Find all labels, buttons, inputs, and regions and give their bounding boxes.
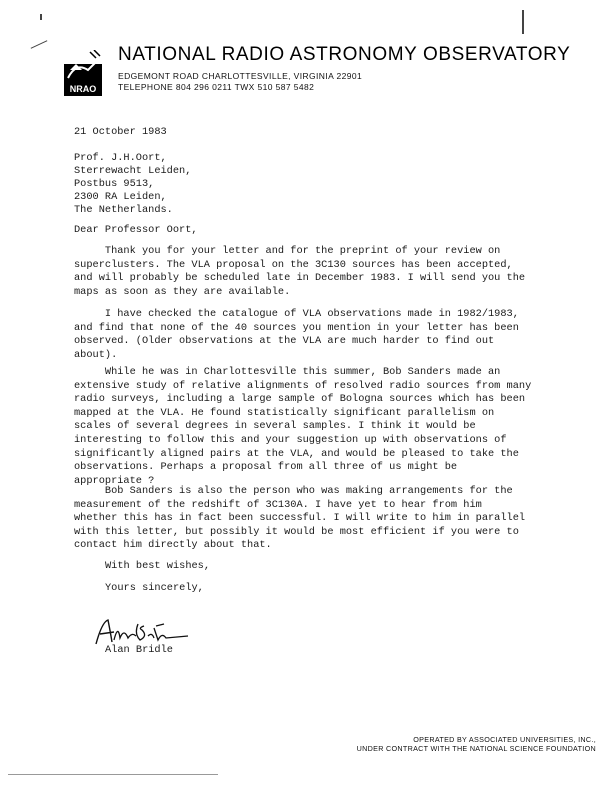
body-line: contact him directly about that. bbox=[74, 539, 272, 552]
closing: Yours sincerely, bbox=[105, 582, 204, 594]
paragraph-3 bbox=[74, 366, 534, 488]
closing-wishes: With best wishes, bbox=[105, 560, 211, 572]
recipient-line: Prof. J.H.Oort, bbox=[74, 152, 167, 164]
paragraph-4 bbox=[74, 485, 534, 553]
letterhead-phone: TELEPHONE 804 296 0211 TWX 510 587 5482 bbox=[118, 82, 315, 92]
scan-noise bbox=[8, 774, 218, 775]
body-line: extensive study of relative alignments of resolved radio sources from many bbox=[74, 379, 532, 392]
body-line: appropriate ? bbox=[74, 474, 155, 487]
body-line: with this letter, but possibly it would be most efficient if you were to bbox=[74, 525, 519, 538]
body-line: measurement of the redshift of 3C130A. I have yet to hear from him bbox=[74, 498, 482, 511]
body-line: and will probably be scheduled late in December 1983. I will send you the bbox=[74, 272, 526, 285]
scan-mark bbox=[522, 10, 524, 34]
body-line: observed. (Older observations at the VLA are much harder to find out bbox=[74, 335, 495, 348]
letterhead-address: EDGEMONT ROAD CHARLOTTESVILLE, VIRGINIA 22901 bbox=[118, 71, 363, 81]
footer-operated-by: OPERATED BY ASSOCIATED UNIVERSITIES, INC., bbox=[413, 735, 596, 744]
footer-contract: UNDER CONTRACT WITH THE NATIONAL SCIENCE FOUNDATION bbox=[356, 744, 596, 753]
letter-date: 21 October 1983 bbox=[74, 126, 167, 138]
body-line: I have checked the catalogue of VLA observations made in 1982/1983, bbox=[74, 308, 519, 320]
body-line: maps as soon as they are available. bbox=[74, 285, 291, 298]
logo-text: NRAO bbox=[69, 84, 97, 94]
recipient-address bbox=[74, 152, 191, 217]
nrao-logo bbox=[62, 50, 104, 98]
body-line: superclusters. The VLA proposal on the 3C130 sources has been accepted, bbox=[74, 258, 513, 271]
recipient-line: Sterrewacht Leiden, bbox=[74, 165, 192, 177]
body-line: about). bbox=[74, 348, 118, 361]
body-line: Bob Sanders is also the person who was making arrangements for the bbox=[74, 485, 513, 497]
recipient-line: The Netherlands. bbox=[74, 204, 173, 216]
body-line: and find that none of the 40 sources you mention in your letter has been bbox=[74, 321, 519, 334]
scan-mark bbox=[31, 40, 48, 49]
body-line: observations. Perhaps a proposal from all three of us might be bbox=[74, 461, 458, 474]
body-line: scales of several degrees in several samples. I think it would be bbox=[74, 420, 476, 433]
body-line: whether this has in fact been successful. I will write to him in parallel bbox=[74, 512, 526, 525]
recipient-line: 2300 RA Leiden, bbox=[74, 191, 167, 203]
body-line: While he was in Charlottesville this summer, Bob Sanders made an bbox=[74, 366, 501, 378]
body-line: radio surveys, including a large sample of Bologna sources which has been bbox=[74, 393, 526, 406]
body-line: interesting to follow this and your suggestion up with observations of bbox=[74, 433, 507, 446]
body-line: significantly aligned pairs at the VLA, and would be pleased to take the bbox=[74, 447, 519, 460]
signer-name: Alan Bridle bbox=[105, 644, 173, 656]
paragraph-2 bbox=[74, 308, 534, 362]
recipient-line: Postbus 9513, bbox=[74, 178, 155, 190]
organization-name: NATIONAL RADIO ASTRONOMY OBSERVATORY bbox=[118, 44, 571, 65]
scan-mark bbox=[40, 14, 42, 20]
body-line: Thank you for your letter and for the preprint of your review on bbox=[74, 245, 501, 257]
salutation: Dear Professor Oort, bbox=[74, 224, 198, 236]
body-line: mapped at the VLA. He found statistically significant parallelism on bbox=[74, 406, 495, 419]
paragraph-1 bbox=[74, 245, 534, 299]
